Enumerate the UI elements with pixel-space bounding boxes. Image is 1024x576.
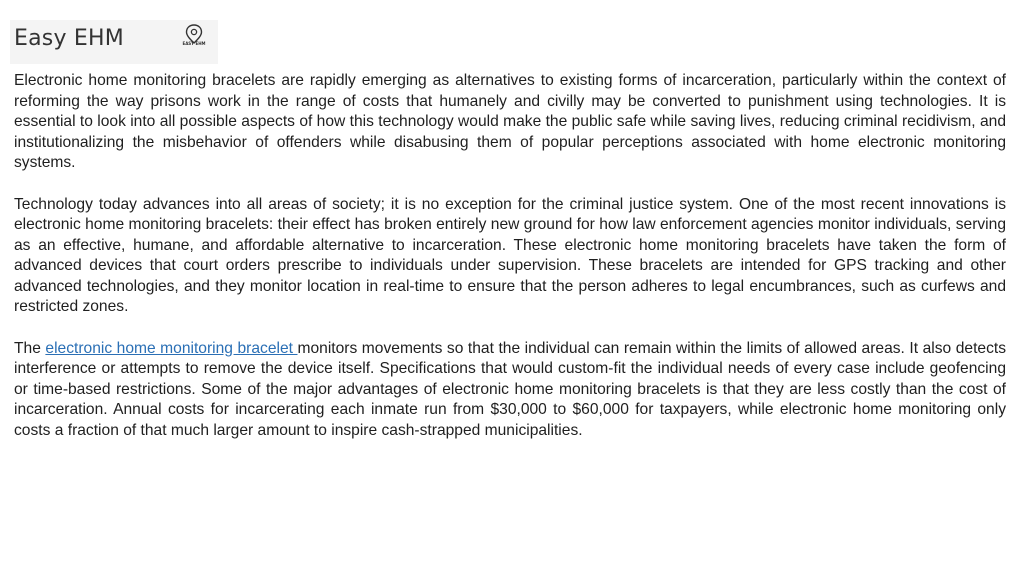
bracelet-link[interactable]: electronic home monitoring bracelet	[45, 339, 298, 357]
logo-caption: EASY EHM	[182, 41, 206, 46]
paragraph-rest: monitors movements so that the individual can remain within the limits of allowed areas. It also detects interference or attempts to remove the device itself. Specifications that would custom-fit the individual needs of every case include geofencing or time-based restrictions. Some of the major advantages of electronic home monitoring bracelets is that they are less costly than the cost of incarceration. Annual costs for incarcerating each inmate run from $30,000 to $60,000 for taxpayers, while electronic home monitoring only costs a fraction of that much larger amount to inspire cash-strapped municipalities.	[14, 339, 1006, 439]
paragraph-intro: Electronic home monitoring bracelets are rapidly emerging as alternatives to existing forms of incarceration, particularly within the context of reforming the way prisons work in the range of costs that humanely and civilly may be converted to punishment using technologies. It is essential to look into all possible aspects of how this technology would make the public safe while saving lives, reducing criminal recidivism, and institutionalizing the misbehavior of offenders while disabusing them of popular perceptions associated with home electronic monitoring systems.	[14, 72, 1006, 171]
location-pin-icon[interactable]	[177, 22, 211, 56]
article-body	[14, 71, 1006, 462]
paragraph-lead: The	[14, 339, 46, 357]
site-header	[10, 20, 218, 64]
paragraph-advantages	[14, 339, 1006, 442]
brand-name[interactable]: Easy EHM	[14, 26, 124, 51]
paragraph-technology: Technology today advances into all areas of society; it is no exception for the criminal justice system. One of the most recent innovations is electronic home monitoring bracelets: their effect has broken entirely new ground for how law enforcement agencies monitor individuals, serving as an effective, humane, and affordable alternative to incarceration. These electronic home monitoring bracelets have taken the form of advanced devices that court orders prescribe to individuals under supervision. These bracelets are intended for GPS tracking and other advanced technologies, and they monitor location in real-time to ensure that the person adheres to legal encumbrances, such as curfews and restricted zones.	[14, 195, 1006, 315]
